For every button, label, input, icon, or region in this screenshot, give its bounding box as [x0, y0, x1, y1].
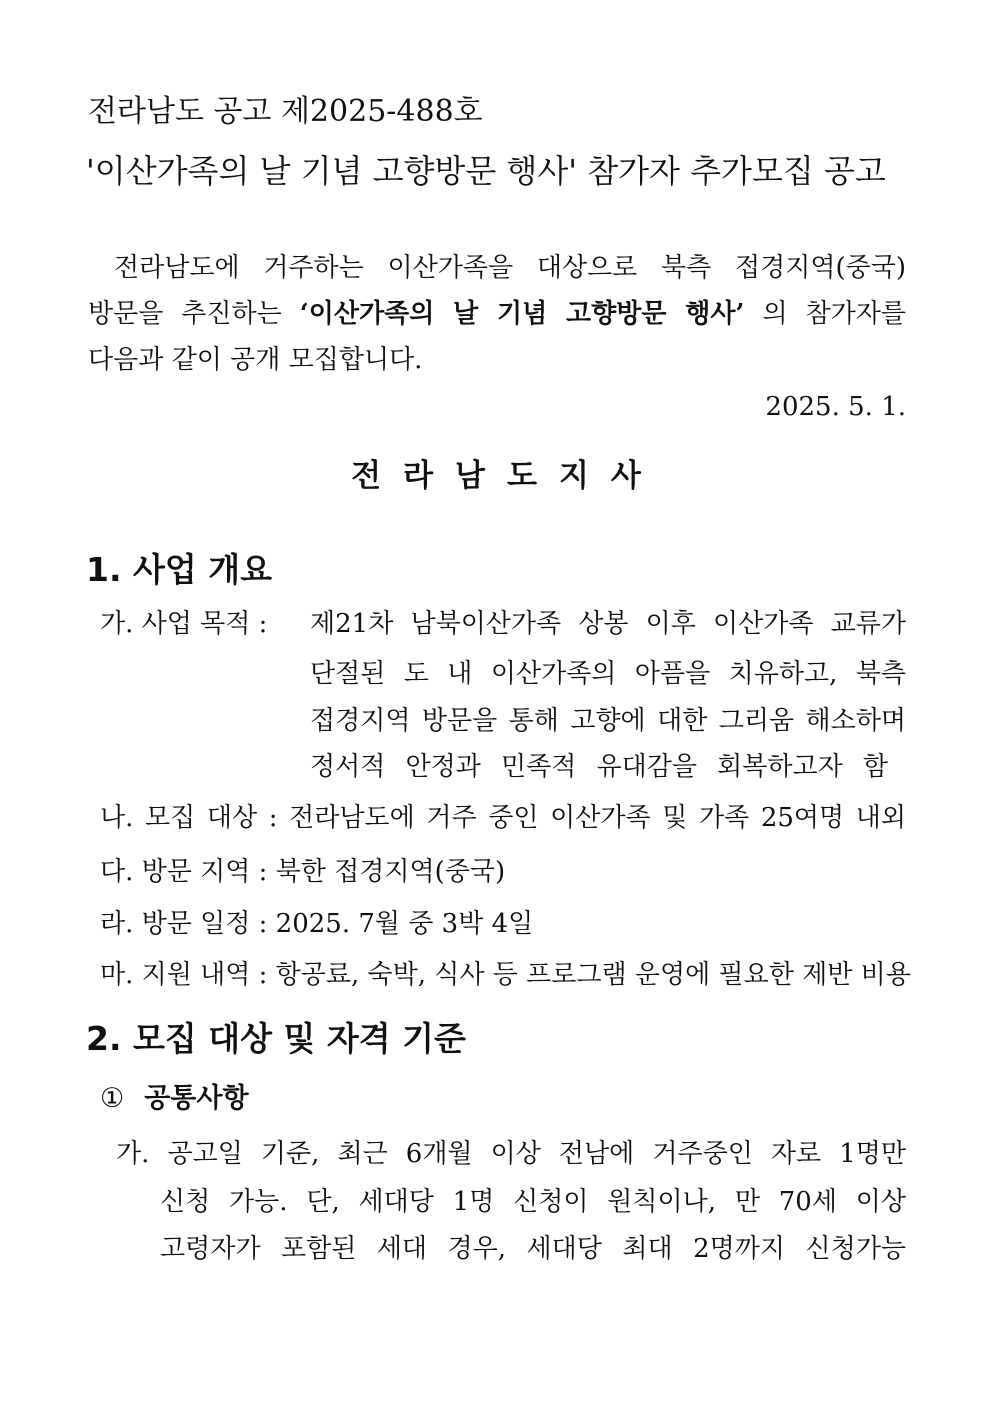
issuer-governor: 전라남도지사: [351, 458, 663, 494]
overview-item-schedule: 라. 방문 일정 : 2025. 7월 중 3박 4일: [100, 909, 534, 939]
overview-item-region: 다. 방문 지역 : 북한 접경지역(중국): [100, 857, 506, 887]
subsection-title: 공통사항: [144, 1083, 249, 1114]
event-name-emphasis: ‘이산가족의 날 기념 고향방문 행사’: [299, 299, 745, 329]
notice-title: '이산가족의 날 기념 고향방문 행사' 참가자 추가모집 공고: [86, 152, 886, 190]
eligibility-item-a-line: 가. 공고일 기준, 최근 6개월 이상 전남에 거주중인 자로 1명만: [116, 1139, 906, 1169]
overview-item-target: 나. 모집 대상 : 전라남도에 거주 중인 이산가족 및 가족 25여명 내외: [100, 803, 906, 833]
overview-item-support: 마. 지원 내역 : 항공료, 숙박, 식사 등 프로그램 운영에 필요한 제반 비용: [100, 960, 911, 990]
intro-line-3: 다음과 같이 공개 모집합니다.: [88, 345, 423, 375]
intro-line-2: [88, 293, 906, 330]
notice-date: 2025. 5. 1.: [765, 392, 906, 422]
purpose-line: 접경지역 방문을 통해 고향에 대한 그리움 해소하며: [310, 706, 906, 736]
intro-line-1: 전라남도에 거주하는 이산가족을 대상으로 북측 접경지역(중국): [114, 253, 906, 283]
purpose-line: 정서적 안정과 민족적 유대감을 회복하고자 함: [310, 752, 888, 782]
intro-line-2-post: 의 참가자를: [762, 299, 906, 329]
intro-line-2-pre: 방문을 추진하는: [88, 299, 282, 329]
notice-number: 전라남도 공고 제2025-488호: [88, 94, 483, 129]
eligibility-item-a-line: 고령자가 포함된 세대 경우, 세대당 최대 2명까지 신청가능: [160, 1234, 906, 1264]
purpose-line: 제21차 남북이산가족 상봉 이후 이산가족 교류가: [310, 609, 906, 639]
section-2-heading: 2. 모집 대상 및 자격 기준: [86, 1019, 466, 1058]
purpose-label: 가. 사업 목적 :: [100, 609, 268, 639]
purpose-line: 단절된 도 내 이산가족의 아픔을 치유하고, 북측: [310, 659, 906, 689]
subsection-common: [100, 1076, 249, 1115]
eligibility-item-a-line: 신청 가능. 단, 세대당 1명 신청이 원칙이나, 만 70세 이상: [160, 1187, 906, 1217]
section-1-heading: 1. 사업 개요: [86, 550, 272, 589]
circled-number-1: ①: [100, 1083, 125, 1114]
